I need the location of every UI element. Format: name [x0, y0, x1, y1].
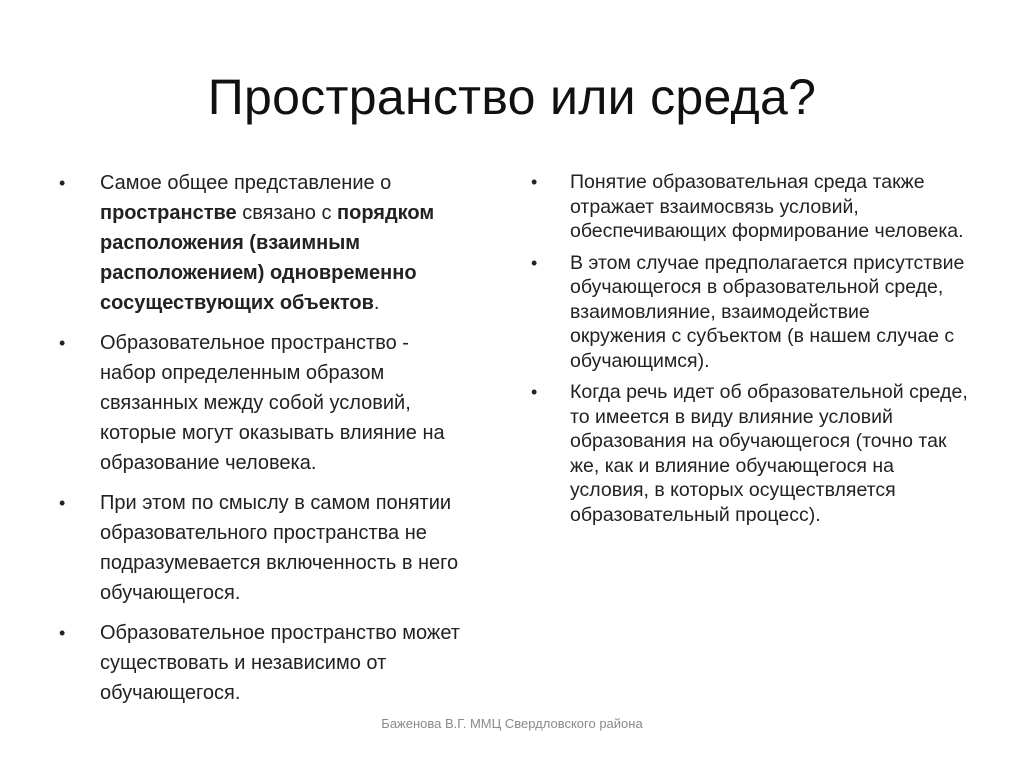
- bold-term: пространстве: [100, 202, 237, 224]
- bullet-icon: •: [59, 493, 66, 513]
- bullet-icon: •: [59, 623, 66, 643]
- slide-title: Пространство или среда?: [207, 69, 817, 125]
- list-item: [55, 488, 465, 608]
- right-bullet-list: [528, 170, 968, 534]
- item-text: связано с: [236, 202, 338, 224]
- bullet-icon: •: [59, 173, 66, 193]
- bullet-icon: •: [531, 382, 538, 402]
- item-text: Понятие образовательная среда также отражает взаимосвязь условий, обеспечивающих формирование человека.: [570, 171, 964, 242]
- left-bullet-list: [55, 168, 465, 718]
- item-text: Образовательное пространство - набор определенным образом связанных между собой условий, которые могут оказывать влияние на образование человека.: [100, 332, 445, 474]
- list-item: [528, 170, 968, 244]
- bullet-icon: •: [531, 252, 538, 273]
- item-text: Когда речь идет об образовательной среде, то имеется в виду влияние условий образования на обучающегося (точно так же, как и влияние обучающегося на условия, в которых осуществляется образовательный процесс).: [570, 381, 968, 526]
- bold-term: порядком расположения (взаимным расположением) одновременно сосуществующих объектов: [100, 202, 435, 314]
- footer-author: Баженова В.Г. ММЦ Свердловского района: [381, 716, 643, 731]
- item-text: Образовательное пространство может существовать и независимо от обучающегося.: [100, 622, 460, 704]
- list-item: [55, 618, 465, 708]
- list-item: [55, 168, 465, 318]
- bullet-icon: •: [59, 333, 66, 353]
- item-text: При этом по смыслу в самом понятии образовательного пространства не подразумевается включенность в него обучающегося.: [100, 492, 459, 604]
- item-text: .: [373, 292, 380, 314]
- list-item: [528, 251, 968, 374]
- item-text: Самое общее представление о: [100, 172, 392, 194]
- list-item: [528, 380, 968, 527]
- item-text: В этом случае предполагается присутствие обучающегося в образовательной среде, взаимовлияние, взаимодействие окружения с субъектом (в нашем случае с обучающимся).: [570, 251, 965, 372]
- list-item: [55, 328, 465, 478]
- bullet-icon: •: [531, 172, 538, 192]
